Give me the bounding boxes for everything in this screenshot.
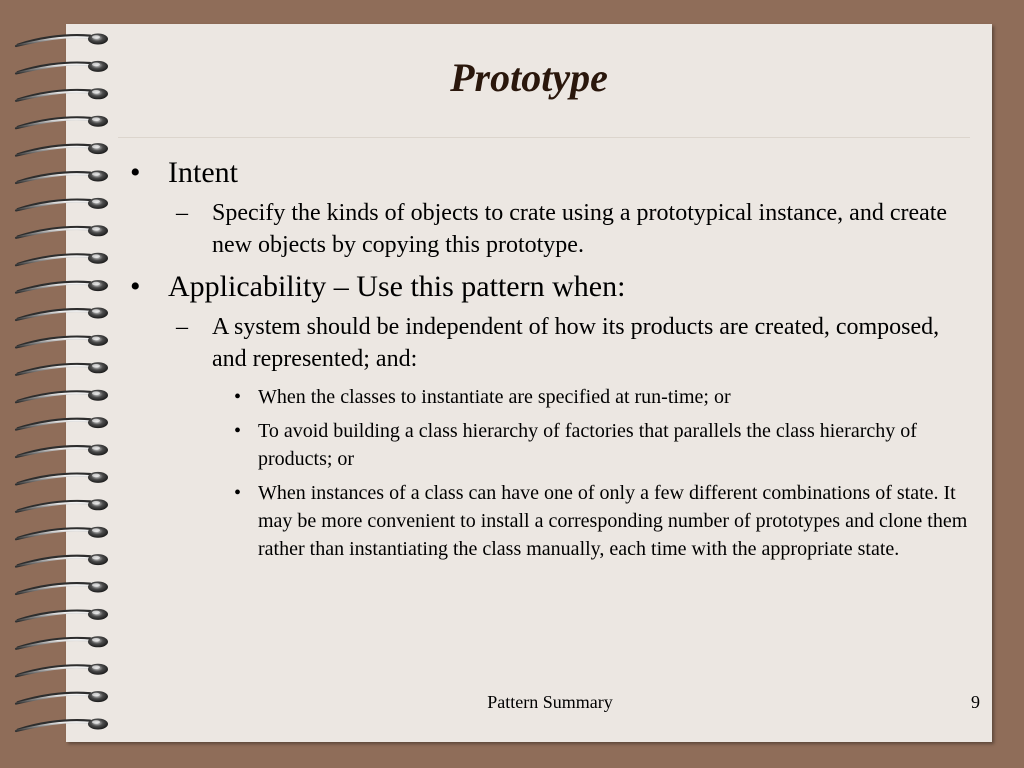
spiral-coil-icon xyxy=(16,582,108,595)
spiral-coil-icon xyxy=(16,335,108,348)
bullet-marker: • xyxy=(234,420,242,442)
spiral-coil-icon xyxy=(16,445,108,458)
bullet-intent xyxy=(130,155,970,191)
sub-bullet-text: A system should be independent of how its products are created, composed, and represented; and: xyxy=(212,314,940,372)
bullet-marker: • xyxy=(234,482,242,504)
sub-sub-bullet-hierarchy xyxy=(130,417,970,473)
sub-bullet-text: Specify the kinds of objects to crate using a prototypical instance, and create new objects by copying this prototype. xyxy=(212,200,948,258)
sub-sub-bullet-runtime xyxy=(130,383,970,411)
spiral-coil-icon xyxy=(16,609,108,622)
sub-bullet-intent-description xyxy=(130,197,970,261)
spiral-coil-icon xyxy=(16,116,108,129)
sub-sub-bullet-text: When instances of a class can have one of only a few different combinations of state. It may be more convenient to install a corresponding number of prototypes and clone them rather than instantiating the class manually, each time with the appropriate state. xyxy=(258,482,968,560)
spiral-coil-icon xyxy=(16,417,108,430)
page-number: 9 xyxy=(971,692,980,712)
dash-marker: – xyxy=(176,200,188,226)
spiral-coil-icon xyxy=(16,225,108,238)
spiral-binding-icon xyxy=(0,20,120,750)
spiral-coil-icon xyxy=(16,636,108,649)
sub-sub-bullet-state xyxy=(130,479,970,563)
footer-title: Pattern Summary xyxy=(487,692,613,712)
spiral-coil-icon xyxy=(16,390,108,403)
spiral-coil-icon xyxy=(16,691,108,704)
spiral-coil-icon xyxy=(16,198,108,211)
dash-marker: – xyxy=(176,314,188,340)
spiral-coil-icon xyxy=(16,472,108,485)
title-divider xyxy=(118,137,970,138)
slide-body xyxy=(130,155,970,569)
bullet-marker: • xyxy=(130,156,141,189)
bullet-marker: • xyxy=(234,386,242,408)
spiral-coil-icon xyxy=(16,143,108,156)
bullet-applicability xyxy=(130,269,970,305)
spiral-coil-icon xyxy=(16,34,108,47)
spiral-coil-icon xyxy=(16,664,108,677)
bullet-marker: • xyxy=(130,270,141,303)
spiral-coil-icon xyxy=(16,554,108,567)
sub-sub-bullet-text: When the classes to instantiate are specified at run-time; or xyxy=(258,386,731,408)
spiral-coil-icon xyxy=(16,719,108,732)
spiral-coil-icon xyxy=(16,171,108,184)
spiral-coil-icon xyxy=(16,308,108,321)
spiral-coil-icon xyxy=(16,280,108,293)
slide-title: Prototype xyxy=(450,55,608,100)
spiral-coil-icon xyxy=(16,499,108,512)
bullet-text: Applicability – Use this pattern when: xyxy=(168,270,626,303)
spiral-coil-icon xyxy=(16,253,108,266)
spiral-coil-icon xyxy=(16,527,108,540)
spiral-coil-icon xyxy=(16,362,108,375)
bullet-text: Intent xyxy=(168,156,238,189)
sub-sub-bullet-text: To avoid building a class hierarchy of factories that parallels the class hierarchy of products; or xyxy=(258,420,917,470)
sub-bullet-independence xyxy=(130,311,970,375)
